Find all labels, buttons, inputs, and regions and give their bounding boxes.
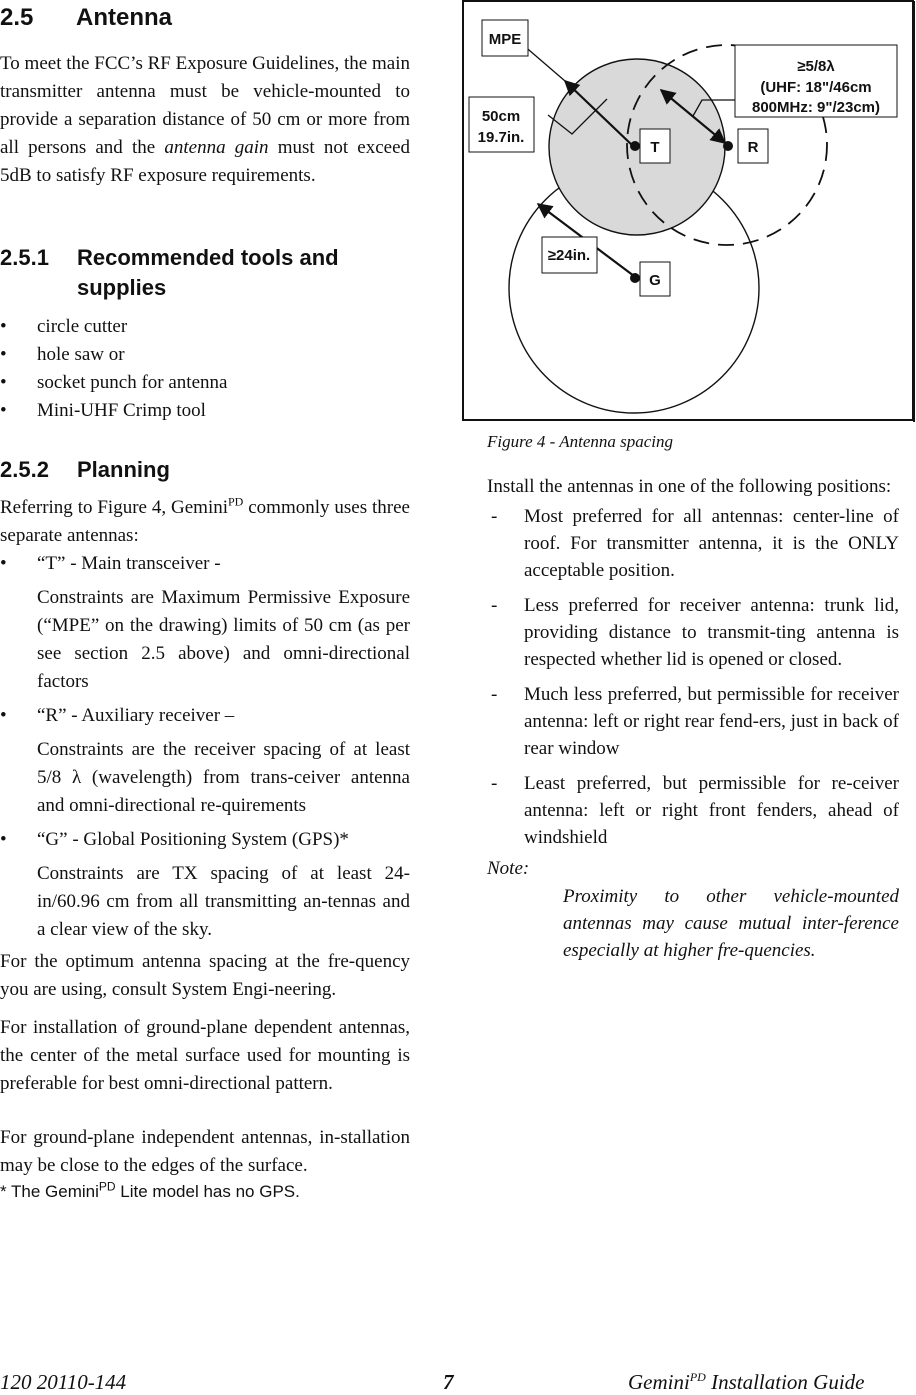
transceiver-dot xyxy=(630,141,640,151)
gps-distance-label: ≥24in. xyxy=(547,247,591,264)
antenna-item-g: • “G” - Global Positioning System (GPS)* xyxy=(0,829,349,850)
intro-italic: antenna gain xyxy=(164,137,269,158)
position-item: - Less preferred for receiver antenna: trunk lid, providing distance to transmit-ting antenna is respected whether lid is opened or closed. xyxy=(491,595,899,670)
position-item: - Much less preferred, but permissible for receiver antenna: left or right rear fend-ers, just in back of rear window xyxy=(491,684,899,759)
r-label: R xyxy=(747,139,759,156)
install-body xyxy=(487,473,899,964)
mpe-label: MPE xyxy=(488,31,522,48)
list-item: • hole saw or xyxy=(0,344,125,365)
figure-caption: Figure 4 - Antenna spacing xyxy=(487,432,674,451)
section-title: Antenna xyxy=(76,4,172,31)
planning-body xyxy=(0,494,410,1202)
tools-list xyxy=(0,313,410,425)
note-text: Proximity to other vehicle-mounted antennas may cause mutual inter-ference especially at higher fre-quencies. xyxy=(563,886,899,961)
antenna-desc-g: Constraints are TX spacing of at least 24-in/60.96 cm from all transmitting an-tennas and a clear view of the sky. xyxy=(37,863,410,940)
antenna-item-t: • “T” - Main transceiver - xyxy=(0,553,221,574)
tools-title: Recommended tools and supplies xyxy=(77,245,339,300)
planning-intro: Referring to Figure 4, Gemini$^{PD}$ commonly uses three separate antennas: xyxy=(0,494,410,546)
receiver-dot xyxy=(723,141,733,151)
ground-dependent-paragraph: For installation of ground-plane dependent antennas, the center of the metal surface used for mounting is preferable for best omni-directional pattern. xyxy=(0,1017,410,1094)
intro-text-end: must not exceed 5dB to satisfy RF exposure requirements. xyxy=(0,137,411,186)
optimum-paragraph: For the optimum antenna spacing at the fre-quency you are using, consult System Engi-neering. xyxy=(0,951,410,1000)
distance-cm-label: 50cm xyxy=(481,108,521,125)
planning-heading xyxy=(0,455,170,485)
install-intro: Install the antennas in one of the following positions: xyxy=(487,476,892,497)
distance-in-label: 19.7in. xyxy=(477,129,525,146)
gps-footnote: * The Gemini$^{PD}$ Lite model has no GPS. xyxy=(0,1179,300,1201)
intro-text: To meet the FCC’s RF Exposure Guidelines, the main transmitter antenna must be vehicle-mounted to provide a separation distance of 50 cm or more from all persons and the xyxy=(0,53,410,158)
antenna-list xyxy=(0,550,410,578)
antenna-item-r: • “R” - Auxiliary receiver – xyxy=(0,705,235,726)
antenna-desc-r: Constraints are the receiver spacing of at least 5/8 λ (wavelength) from trans-ceiver antenna and omni-directional re-quirements xyxy=(37,739,410,816)
section-heading xyxy=(0,4,172,32)
spacing-label-line3: 800MHz: 9"/23cm) xyxy=(752,99,880,116)
planning-title: Planning xyxy=(77,457,170,482)
gps-dot xyxy=(630,273,640,283)
tools-number: 2.5.1 xyxy=(0,245,49,270)
doc-number: 120 20110-144 xyxy=(0,1370,127,1394)
guide-title: Gemini$^{PD}$ Installation Guide xyxy=(628,1370,865,1394)
intro-paragraph xyxy=(0,50,410,190)
t-label: T xyxy=(650,139,660,156)
position-item: - Most preferred for all antennas: center-line of roof. For transmitter antenna, it is the ONLY acceptable position. xyxy=(491,506,899,581)
spacing-label-line1: ≥5/8λ xyxy=(797,58,835,75)
note-label: Note: xyxy=(487,858,530,879)
antenna-desc-t: Constraints are Maximum Permissive Exposure (“MPE” on the drawing) limits of 50 cm (as per see section 2.5 above) and omni-directional factors xyxy=(37,587,410,692)
page-number: 7 xyxy=(443,1370,454,1394)
spacing-label-line2: (UHF: 18"/46cm xyxy=(760,79,872,96)
section-number: 2.5 xyxy=(0,4,34,31)
ground-independent-paragraph: For ground-plane independent antennas, in-stallation may be close to the edges of the surface. xyxy=(0,1127,410,1176)
antenna-spacing-figure xyxy=(462,0,916,422)
planning-number: 2.5.2 xyxy=(0,457,49,482)
list-item: • socket punch for antenna xyxy=(0,372,228,393)
tools-heading xyxy=(0,243,397,303)
g-label: G xyxy=(649,272,661,289)
list-item: • circle cutter xyxy=(0,316,128,337)
list-item: • Mini-UHF Crimp tool xyxy=(0,400,206,421)
position-item: - Least preferred, but permissible for re-ceiver antenna: left or right front fenders, ahead of windshield xyxy=(491,773,899,848)
